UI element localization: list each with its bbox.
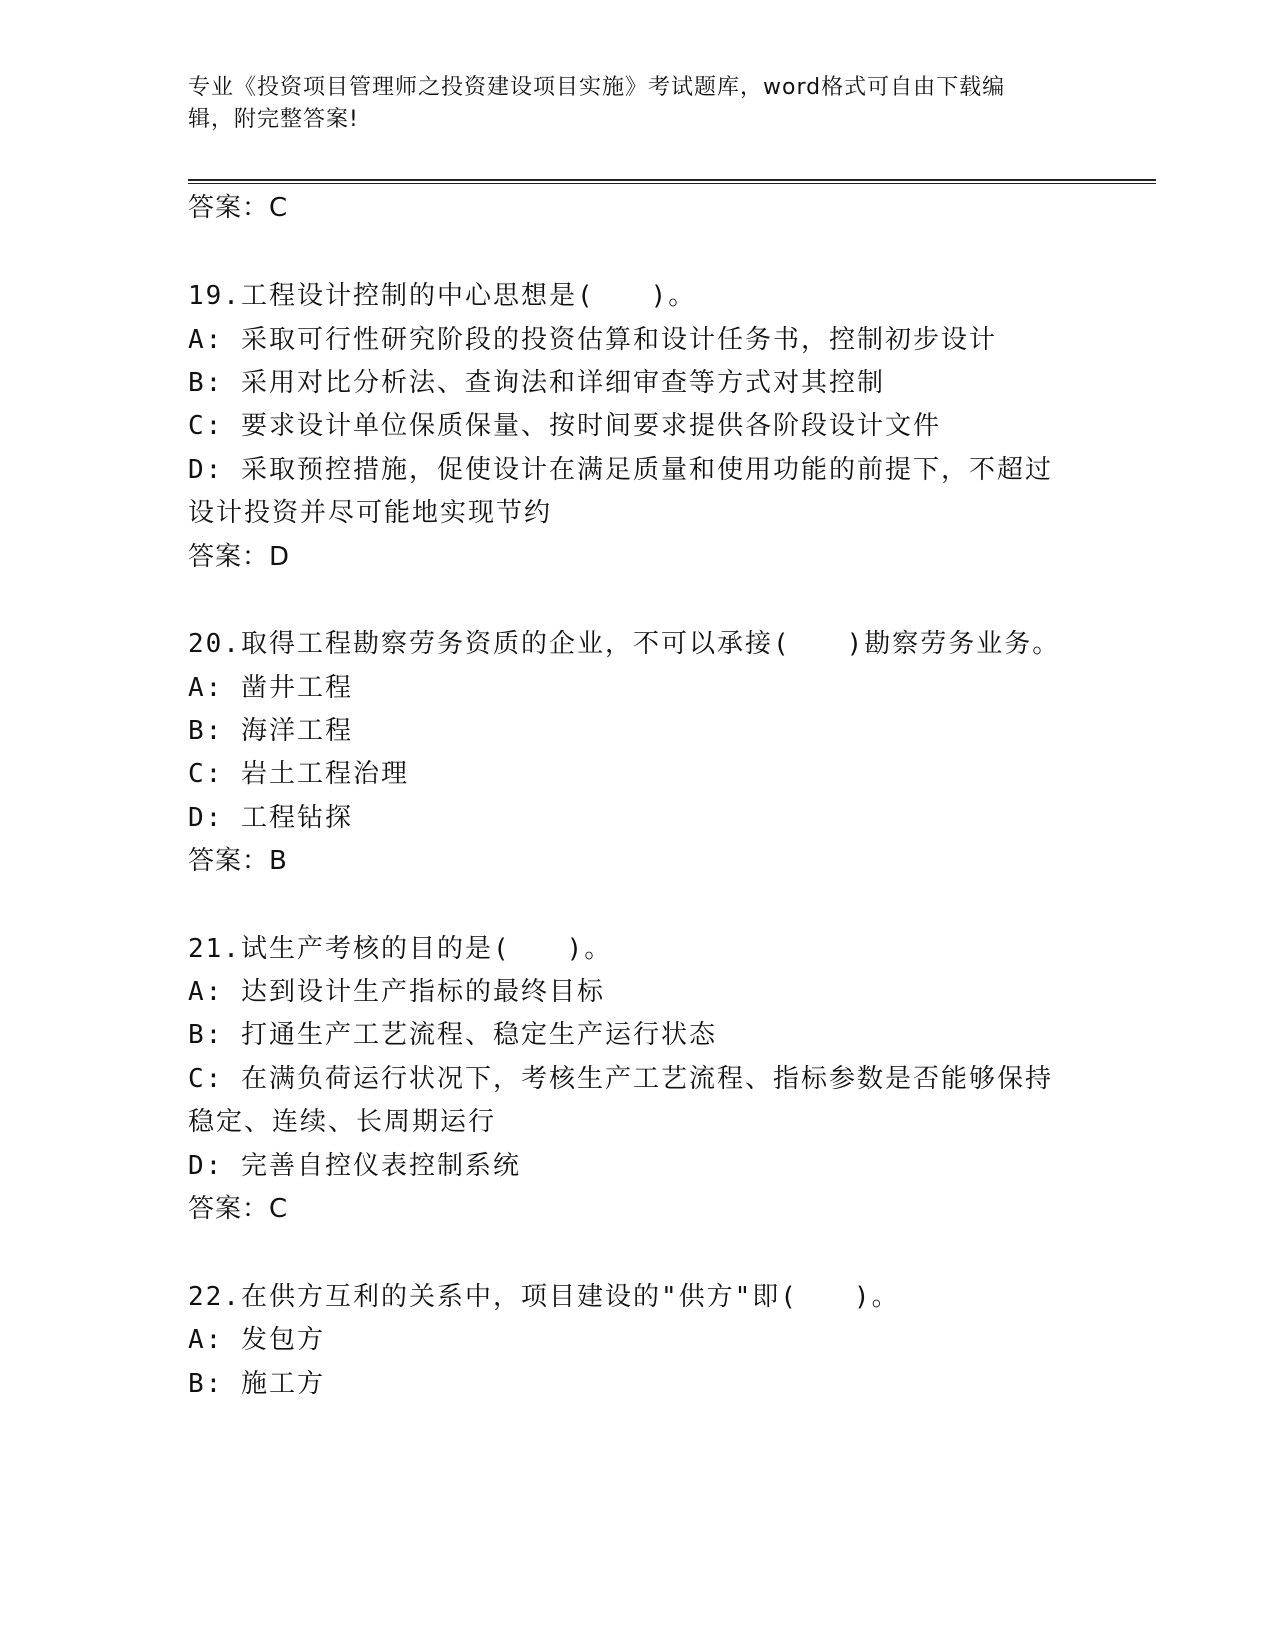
q19-option-d-line1: D: 采取预控措施，促使设计在满足质量和使用功能的前提下，不超过 [188, 455, 1053, 485]
q21-question: 21.试生产考核的目的是( )。 [188, 934, 613, 964]
q19-option-a: A: 采取可行性研究阶段的投资估算和设计任务书，控制初步设计 [188, 325, 997, 355]
q20-option-b: B: 海洋工程 [188, 716, 353, 746]
q21-option-b: B: 打通生产工艺流程、稳定生产运行状态 [188, 1020, 717, 1050]
header-line-1: 专业《投资项目管理师之投资建设项目实施》考试题库，word格式可自由下载编 [188, 75, 1006, 100]
q21-option-a: A: 达到设计生产指标的最终目标 [188, 977, 605, 1007]
q21-option-c-line2: 稳定、连续、长周期运行 [188, 1107, 497, 1137]
q20-option-d: D: 工程钻探 [188, 803, 353, 833]
header-divider-thin [188, 183, 1156, 184]
header-line-2: 辑，附完整答案! [188, 107, 359, 132]
q21-option-c-line1: C: 在满负荷运行状况下，考核生产工艺流程、指标参数是否能够保持 [188, 1064, 1053, 1094]
q19-answer: 答案：D [188, 542, 291, 572]
q21-answer: 答案：C [188, 1194, 289, 1224]
q22-option-b: B: 施工方 [188, 1369, 325, 1399]
header-divider-thick [188, 179, 1156, 181]
q19-option-b: B: 采用对比分析法、查询法和详细审查等方式对其控制 [188, 368, 885, 398]
q20-answer: 答案：B [188, 846, 288, 876]
q19-option-c: C: 要求设计单位保质保量、按时间要求提供各阶段设计文件 [188, 411, 941, 441]
q20-option-c: C: 岩土工程治理 [188, 759, 409, 789]
q21-option-d: D: 完善自控仪表控制系统 [188, 1151, 521, 1181]
prev-answer: 答案：C [188, 193, 289, 223]
q22-question: 22.在供方互利的关系中，项目建设的"供方"即( )。 [188, 1282, 900, 1312]
document-header [188, 72, 1068, 136]
q20-question: 20.取得工程勘察劳务资质的企业，不可以承接( )勘察劳务业务。 [188, 629, 1061, 659]
q22-option-a: A: 发包方 [188, 1325, 325, 1355]
q19-option-d-line2: 设计投资并尽可能地实现节约 [188, 498, 553, 528]
q19-question: 19.工程设计控制的中心思想是( )。 [188, 281, 697, 311]
q20-option-a: A: 凿井工程 [188, 673, 353, 703]
